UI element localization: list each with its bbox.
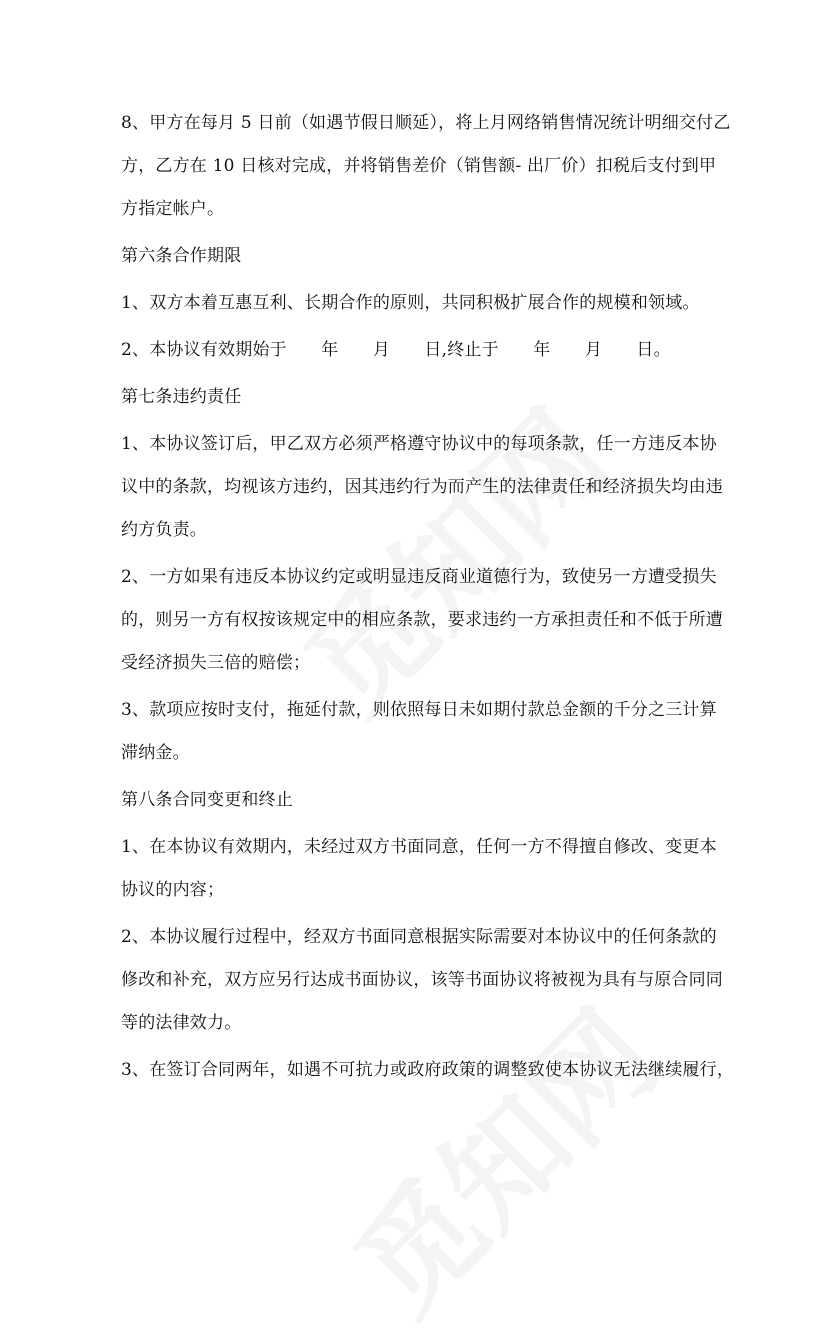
text-line: 滞纳金。 [121,743,190,763]
text-line: 1、本协议签订后，甲乙双方必须严格遵守协议中的每项条款，任一方违反本协 [121,434,717,454]
text-line: 3、款项应按时支付，拖延付款，则依照每日未如期付款总金额的千分之三计算 [121,700,717,720]
paragraph [121,916,723,1045]
paragraph [121,826,717,912]
paragraph [121,102,731,231]
text-line: 修改和补充，双方应另行达成书面协议，该等书面协议将被视为具有与原合同同 [121,970,723,990]
text-line: 1、双方本着互惠互利、长期合作的原则，共同积极扩展合作的规模和领域。 [121,293,700,313]
document-body [121,102,735,1096]
text-line: 的，则另一方有权按该规定中的相应条款，要求违约一方承担责任和不低于所遭 [121,610,723,630]
paragraph [121,556,723,685]
text-line: 2、一方如果有违反本协议约定或明显违反商业道德行为，致使另一方遭受损失 [121,567,717,587]
paragraph [121,423,723,552]
text-line: 2、本协议有效期始于 年 月 日,终止于 年 月 日。 [121,340,671,360]
text-line: 第七条违约责任 [121,387,242,407]
paragraph [121,1049,735,1092]
text-line: 3、在签订合同两年，如遇不可抗力或政府政策的调整致使本协议无法继续履行， [121,1060,735,1080]
section-heading [121,376,713,419]
text-line: 约方负责。 [121,520,207,540]
text-line: 等的法律效力。 [121,1013,242,1033]
paragraph [121,282,713,325]
text-line: 第六条合作期限 [121,246,242,266]
text-line: 协议的内容； [121,880,225,900]
paragraph [121,329,713,372]
text-line: 议中的条款，均视该方违约，因其违约行为而产生的法律责任和经济损失均由违 [121,477,723,497]
text-line: 1、在本协议有效期内，未经过双方书面同意，任何一方不得擅自修改、变更本 [121,837,717,857]
paragraph [121,689,717,775]
text-line: 受经济损失三倍的赔偿； [121,653,311,673]
section-heading [121,235,713,278]
text-line: 8、甲方在每月 5 日前（如遇节假日顺延），将上月网络销售情况统计明细交付乙 [121,113,731,133]
text-line: 2、本协议履行过程中，经双方书面同意根据实际需要对本协议中的任何条款的 [121,927,717,947]
text-line: 第八条合同变更和终止 [121,790,293,810]
text-line: 方指定帐户。 [121,199,225,219]
section-heading [121,779,713,822]
text-line: 方，乙方在 10 日核对完成，并将销售差价（销售额- 出厂价）扣税后支付到甲 [121,156,717,176]
